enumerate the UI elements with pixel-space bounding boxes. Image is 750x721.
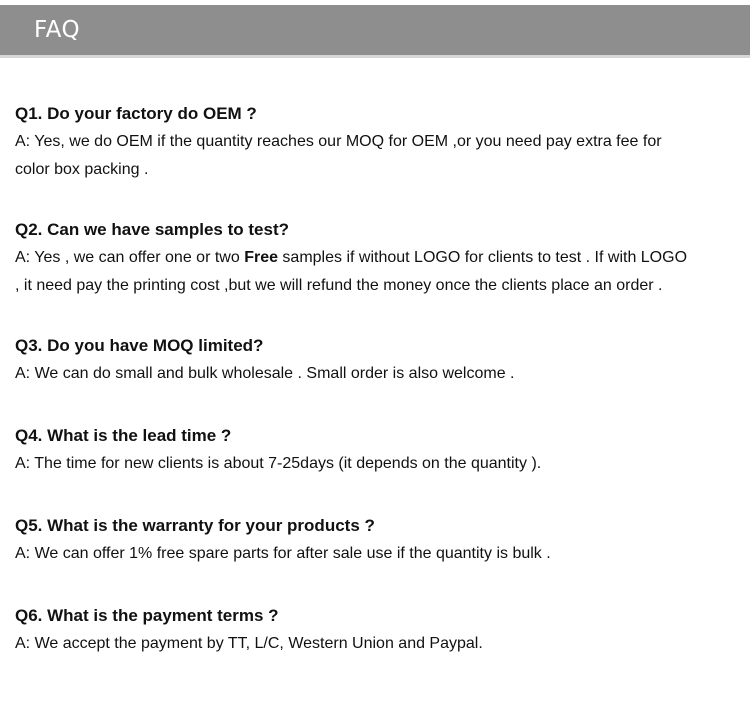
- faq-question-2: Q2. Can we have samples to test?: [15, 220, 289, 239]
- faq-answer-5: [15, 540, 740, 568]
- faq-answer-5-line-1: A: We can offer 1% free spare parts for after sale use if the quantity is bulk .: [15, 545, 551, 562]
- faq-answer-6: [15, 630, 740, 658]
- faq-item-1: [15, 100, 740, 184]
- faq-question-6: Q6. What is the payment terms ?: [15, 606, 279, 625]
- spacer: [15, 300, 740, 332]
- faq-answer-1: [15, 128, 740, 184]
- faq-answer-3-line-1: A: We can do small and bulk wholesale . Small order is also welcome .: [15, 365, 515, 382]
- faq-answer-1-line-2: color box packing .: [15, 161, 149, 178]
- spacer: [15, 568, 740, 602]
- faq-title: FAQ: [34, 17, 81, 43]
- faq-question-4: Q4. What is the lead time ?: [15, 426, 232, 445]
- faq-item-6: [15, 602, 740, 658]
- spacer: [15, 388, 740, 422]
- faq-answer-4-line-1: A: The time for new clients is about 7-25days (it depends on the quantity ).: [15, 455, 542, 472]
- faq-header-bar: [0, 5, 750, 55]
- faq-answer-4: [15, 450, 740, 478]
- spacer: [15, 184, 740, 216]
- faq-item-2: [15, 216, 740, 300]
- faq-answer-3: [15, 360, 740, 388]
- faq-question-3: Q3. Do you have MOQ limited?: [15, 336, 264, 355]
- faq-list: [15, 100, 740, 658]
- faq-answer-2-post: samples if without LOGO for clients to test . If with LOGO: [277, 249, 688, 266]
- faq-item-3: [15, 332, 740, 388]
- faq-question-1: Q1. Do your factory do OEM ?: [15, 104, 257, 123]
- faq-answer-1-line-1: A: Yes, we do OEM if the quantity reaches our MOQ for OEM ,or you need pay extra fee for: [15, 133, 662, 150]
- spacer: [15, 478, 740, 512]
- faq-answer-2-pre: A: Yes , we can offer one or two: [15, 249, 245, 266]
- faq-item-5: [15, 512, 740, 568]
- faq-answer-6-line-1: A: We accept the payment by TT, L/C, Western Union and Paypal.: [15, 635, 483, 652]
- faq-item-4: [15, 422, 740, 478]
- faq-answer-2-line-2: , it need pay the printing cost ,but we will refund the money once the clients place an order .: [15, 277, 663, 294]
- faq-answer-2-bold: Free: [244, 249, 278, 266]
- faq-question-5: Q5. What is the warranty for your products ?: [15, 516, 375, 535]
- header-divider: [0, 55, 750, 58]
- faq-answer-2: [15, 244, 740, 300]
